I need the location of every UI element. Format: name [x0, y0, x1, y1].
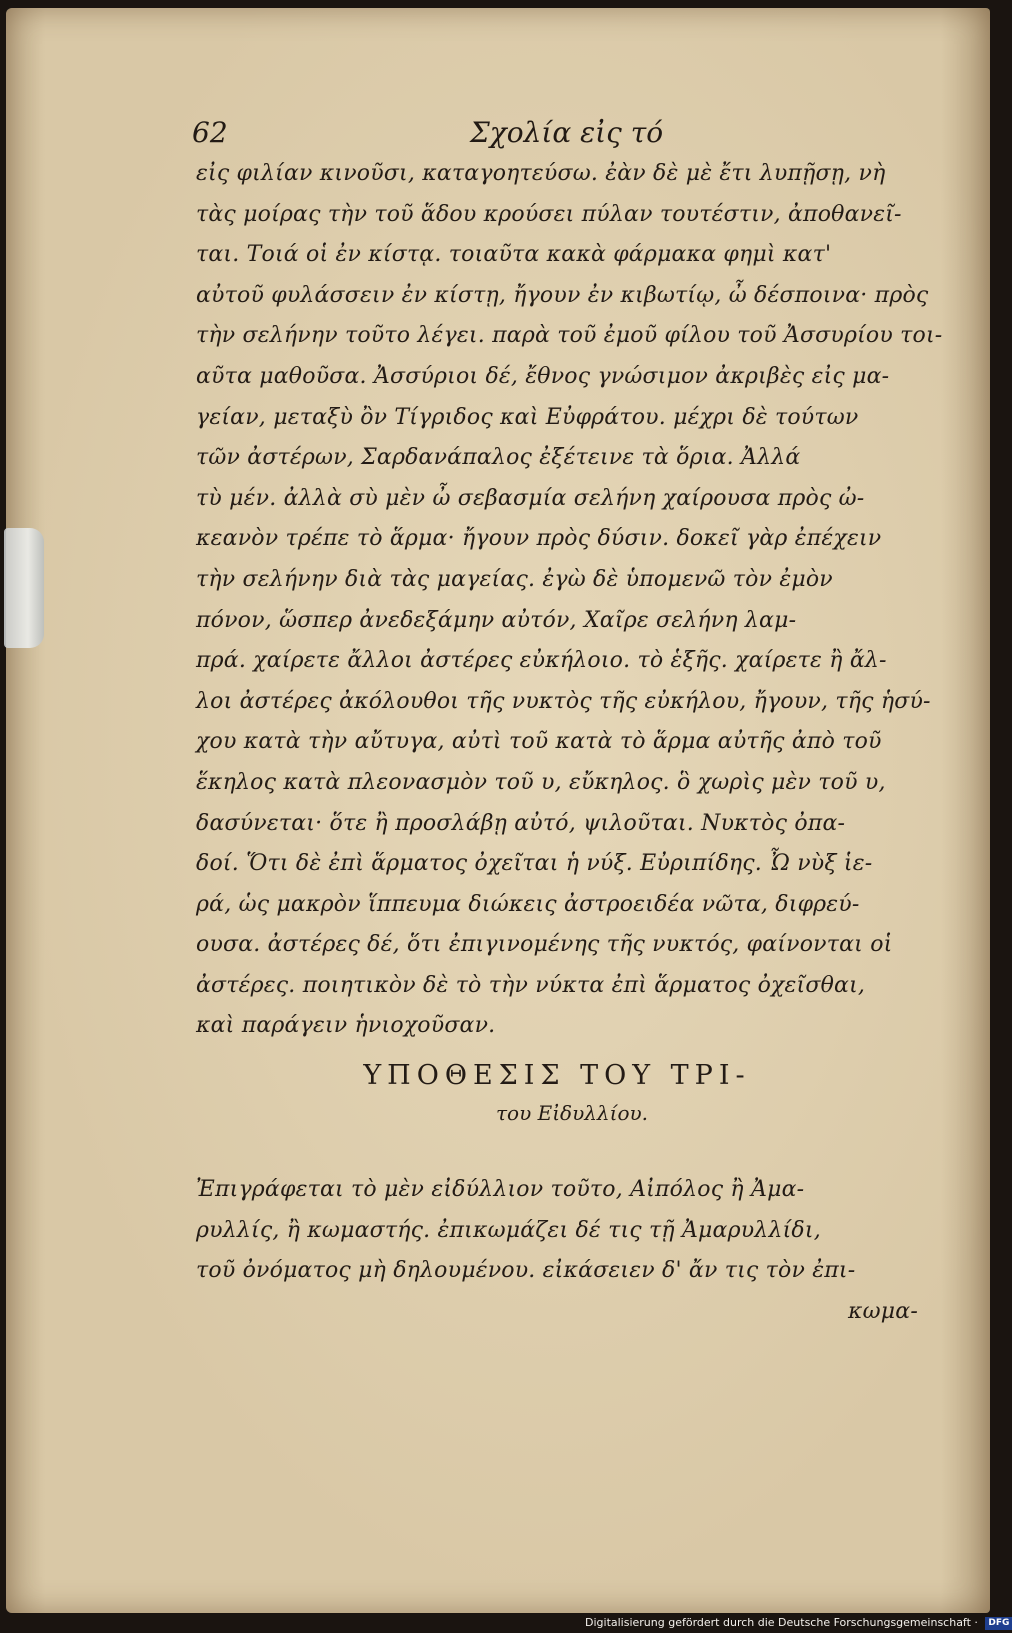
book-page — [6, 8, 990, 1613]
page-number: 62 — [192, 116, 228, 149]
text-line: τῶν ἀστέρων, Σαρδανάπαλος ἐξέτεινε τὰ ὅρια. Ἀλλά — [196, 445, 801, 471]
text-line: χου κατὰ τὴν αὔτυγα, αὐτὶ τοῦ κατὰ τὸ ἅρμα αὐτῆς ἀπὸ τοῦ — [196, 729, 882, 755]
text-line: εἰς φιλίαν κινοῦσι, καταγοητεύσω. ἐὰν δὲ μὲ ἔτι λυπῇσῃ, νὴ — [196, 161, 886, 186]
text-line: ρυλλίς, ἢ κωμαστής. ἐπικωμάζει δέ τις τῇ Ἀμαρυλλίδι, — [196, 1217, 821, 1243]
page-clip — [4, 528, 44, 648]
text-line: λοι ἀστέρες ἀκόλουθοι τῆς νυκτὸς τῆς εὐκήλου, ἤγουν, τῆς ἡσύ- — [196, 688, 931, 714]
text-line: καὶ παράγειν ἡνιοχοῦσαν. — [196, 1013, 496, 1039]
dfg-logo: DFG — [985, 1617, 1012, 1630]
hypothesis-title: ΥΠΟΘΕΣΙΣ ΤΟΥ ΤΡΙ- — [363, 1060, 751, 1091]
hypothesis-text — [196, 1170, 918, 1332]
text-line: δασύνεται· ὅτε ἢ προσλάβῃ αὐτό, ψιλοῦται. Νυκτὸς ὀπα- — [196, 810, 846, 836]
text-line: τὴν σελήνην τοῦτο λέγει. παρὰ τοῦ ἐμοῦ φίλου τοῦ Ἀσσυρίου τοι- — [196, 323, 943, 349]
text-line: κεανὸν τρέπε τὸ ἅρμα· ἤγουν πρὸς δύσιν. δοκεῖ γὰρ ἐπέχειν — [196, 526, 882, 552]
section-heading — [196, 1056, 918, 1130]
digitization-footer — [585, 1614, 1012, 1632]
footer-credit: Digitalisierung gefördert durch die Deutsche Forschungsgemeinschaft · — [585, 1616, 978, 1629]
text-line: ται. Τοιά οἱ ἐν κίστᾳ. τοιαῦτα κακὰ φάρμακα φημὶ κατ' — [196, 242, 832, 268]
text-line: τὺ μέν. ἀλλὰ σὺ μὲν ὦ σεβασμία σελήνη χαίρουσα πρὸς ὠ- — [196, 485, 865, 511]
text-line: τοῦ ὀνόματος μὴ δηλουμένου. εἰκάσειεν δ' ἄν τις τὸν ἐπι- — [196, 1258, 856, 1284]
page-header — [192, 116, 922, 156]
text-line: δοί. Ὅτι δὲ ἐπὶ ἅρματος ὀχεῖται ἡ νύξ. Εὐριπίδης. Ὦ νὺξ ἱε- — [196, 851, 873, 877]
text-line: ἕκηλος κατὰ πλεονασμὸν τοῦ υ, εὔκηλος. ὃ χωρὶς μὲν τοῦ υ, — [196, 769, 886, 795]
text-line: γείαν, μεταξὺ ὂν Τίγριδος καὶ Εὐφράτου. μέχρι δὲ τούτων — [196, 404, 859, 430]
text-line: πόνον, ὥσπερ ἀνεδεξάμην αὐτόν, Χαῖρε σελήνη λαμ- — [196, 607, 797, 633]
text-line: Ἐπιγράφεται τὸ μὲν εἰδύλλιον τοῦτο, Αἰπόλος ἢ Ἀμα- — [196, 1177, 805, 1202]
hypothesis-subtitle: του Εἰδυλλίου. — [495, 1101, 648, 1125]
commentary-text — [196, 154, 943, 1047]
text-line: τὴν σελήνην διὰ τὰς μαγείας. ἐγὼ δὲ ὑπομενῶ τὸν ἐμὸν — [196, 566, 833, 592]
text-line: αὐτοῦ φυλάσσειν ἐν κίστῃ, ἤγουν ἐν κιβωτίῳ, ὦ δέσποινα· πρὸς — [196, 282, 929, 308]
text-line: αῦτα μαθοῦσα. Ἀσσύριοι δέ, ἔθνος γνώσιμον ἀκριβὲς εἰς μα- — [196, 363, 890, 389]
catchword: κωμα- — [848, 1298, 918, 1324]
running-title: Σχολία εἰς τό — [470, 116, 664, 149]
text-line: τὰς μοίρας τὴν τοῦ ἅδου κρούσει πύλαν τουτέστιν, ἀποθανεῖ- — [196, 201, 902, 227]
text-line: πρά. χαίρετε ἄλλοι ἀστέρες εὐκήλοιο. τὸ ἑξῆς. χαίρετε ἢ ἄλ- — [196, 648, 887, 674]
text-line: ουσα. ἀστέρες δέ, ὅτι ἐπιγινομένης τῆς νυκτός, φαίνονται οἱ — [196, 932, 893, 958]
text-line: ἀστέρες. ποιητικὸν δὲ τὸ τὴν νύκτα ἐπὶ ἅρματος ὀχεῖσθαι, — [196, 972, 866, 998]
text-line: ρά, ὡς μακρὸν ἵππευμα διώκεις ἀστροειδέα νῶτα, διφρεύ- — [196, 891, 860, 917]
